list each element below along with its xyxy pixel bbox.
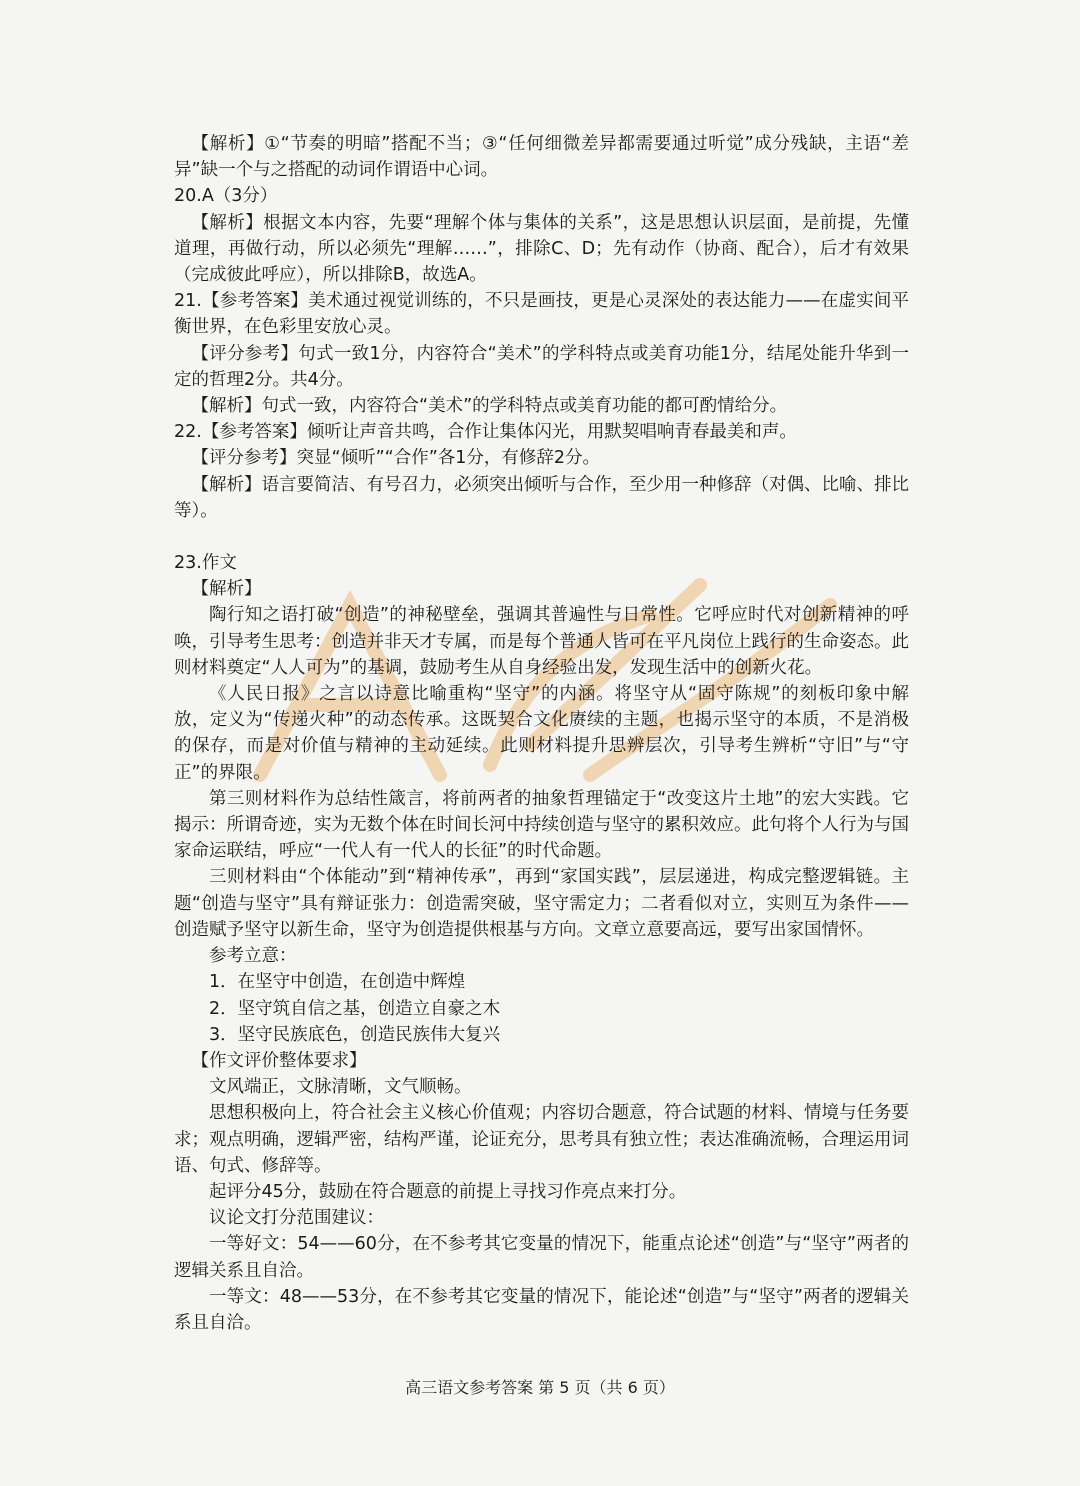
- text-paragraph: 23.作文: [174, 553, 237, 574]
- text-paragraph: 【作文评价整体要求】: [191, 1050, 367, 1071]
- text-paragraph: 3．坚守民族底色，创造民族伟大复兴: [209, 1024, 501, 1045]
- text-paragraph: 【评分参考】句式一致1分，内容符合“美术”的学科特点或美育功能1分，结尾处能升华到一定的哲理2分。共4分。: [174, 343, 909, 390]
- text-paragraph: 一等好文：54——60分，在不参考其它变量的情况下，能重点论述“创造”与“坚守”两者的逻辑关系且自洽。: [174, 1234, 909, 1281]
- text-paragraph: 【解析】根据文本内容，先要“理解个体与集体的关系”，这是思想认识层面，是前提，先懂道理，再做行动，所以必须先“理解……”，排除C、D；先有动作（协商、配合），后才有效果（完成彼此呼应），所以排除B，故选A。: [174, 212, 909, 286]
- text-paragraph: 议论文打分范围建议：: [209, 1208, 384, 1229]
- text-paragraph: 第三则材料作为总结性箴言，将前两者的抽象哲理锚定于“改变这片土地”的宏大实践。它揭示：所谓奇迹，实为无数个体在时间长河中持续创造与坚守的累积效应。此句将个人行为与国家命运联结，呼应“一代人有一代人的长征”的时代命题。: [174, 788, 909, 862]
- text-paragraph: 1．在坚守中创造，在创造中辉煌: [209, 972, 466, 993]
- text-paragraph: 【评分参考】突显“倾听”“合作”各1分，有修辞2分。: [191, 448, 601, 469]
- text-paragraph: 2．坚守筑自信之基，创造立自豪之木: [209, 998, 501, 1019]
- text-paragraph: 思想积极向上，符合社会主义核心价值观；内容切合题意，符合试题的材料、情境与任务要求；观点明确，逻辑严密，结构严谨，论证充分，思考具有独立性；表达准确流畅，合理运用词语、句式、修辞等。: [174, 1103, 909, 1176]
- text-paragraph: 21.【参考答案】美术通过视觉训练的，不只是画技，更是心灵深处的表达能力——在虚实间平衡世界，在色彩里安放心灵。: [174, 291, 909, 338]
- text-paragraph: 【解析】句式一致，内容符合“美术”的学科特点或美育功能的都可酌情给分。: [191, 396, 788, 417]
- text-paragraph: 起评分45分，鼓励在符合题意的前提上寻找习作亮点来打分。: [209, 1181, 687, 1202]
- text-paragraph: 一等文：48——53分，在不参考其它变量的情况下，能论述“创造”与“坚守”两者的逻辑关系且自洽。: [174, 1286, 909, 1333]
- text-paragraph: 【解析】语言要简洁、有号召力，必须突出倾听与合作，至少用一种修辞（对偶、比喻、排比等）。: [174, 474, 909, 521]
- page-footer: 高三语文参考答案 第 5 页（共 6 页）: [405, 1378, 675, 1397]
- text-paragraph: 文风端正，文脉清晰，文气顺畅。: [209, 1077, 472, 1098]
- answer-content: [174, 131, 909, 1336]
- paragraph-spacer: [174, 524, 909, 550]
- text-paragraph: 22.【参考答案】倾听让声音共鸣，合作让集体闪光，用默契唱响青春最美和声。: [174, 422, 797, 443]
- text-paragraph: 《人民日报》之言以诗意比喻重构“坚守”的内涵。将坚守从“固守陈规”的刻板印象中解放，定义为“传递火种”的动态传承。这既契合文化赓续的主题，也揭示坚守的本质，不是消极的保存，而是对价值与精神的主动延续。此则材料提升思辨层次，引导考生辨析“守旧”与“守正”的界限。: [174, 684, 909, 783]
- text-paragraph: 20.A（3分）: [174, 186, 278, 207]
- text-paragraph: 三则材料由“个体能动”到“精神传承”，再到“家国实践”，层层递进，构成完整逻辑链。主题“创造与坚守”具有辩证张力：创造需突破，坚守需定力；二者看似对立，实则互为条件——创造赋予坚守以新生命，坚守为创造提供根基与方向。文章立意要高远，要写出家国情怀。: [174, 867, 909, 940]
- text-paragraph: 【解析】①“节奏的明暗”搭配不当；③“任何细微差异都需要通过听觉”成分残缺，主语“差异”缺一个与之搭配的动词作谓语中心词。: [174, 134, 909, 181]
- text-paragraph: 参考立意：: [209, 946, 297, 967]
- text-paragraph: 陶行知之语打破“创造”的神秘壁垒，强调其普遍性与日常性。它呼应时代对创新精神的呼唤，引导考生思考：创造并非天才专属，而是每个普通人皆可在平凡岗位上践行的生命姿态。此则材料奠定“人人可为”的基调，鼓励考生从自身经验出发，发现生活中的创新火花。: [174, 605, 909, 678]
- text-paragraph: 【解析】: [191, 579, 262, 600]
